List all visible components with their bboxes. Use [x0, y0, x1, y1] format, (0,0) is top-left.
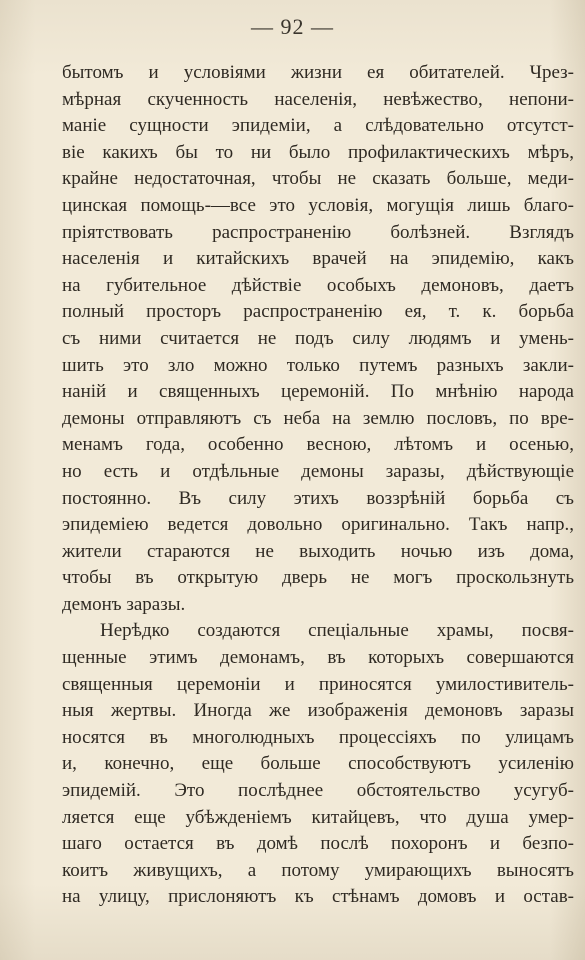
text-line: на губительное дѣйствіе особыхъ демоновъ, даетъ: [62, 274, 574, 296]
text-line: носятся въ многолюдныхъ процессіяхъ по улицамъ: [62, 726, 574, 748]
text-line: шаго остается въ домѣ послѣ похоронъ и безпо-: [62, 833, 574, 855]
text-line: Нерѣдко создаются спеціальные храмы, посвя-: [100, 620, 574, 642]
text-line: цинская помощь-—все это условія, могущія лишь благо-: [62, 194, 574, 216]
text-line: маніе сущности эпидеміи, а слѣдовательно отсутст-: [62, 115, 574, 137]
text-line: ляется еще убѣжденіемъ китайцевъ, что душа умер-: [62, 806, 574, 828]
text-line: шить это зло можно только путемъ разныхъ закли-: [62, 354, 574, 376]
page-number: — 92 —: [251, 14, 334, 39]
text-line: жители стараются не выходить ночью изъ дома,: [62, 540, 574, 562]
text-line: менамъ года, особенно весною, лѣтомъ и осенью,: [62, 434, 574, 456]
text-line: пріятствовать распространенію болѣзней. Взглядъ: [62, 221, 574, 243]
text-line: демоны отправляютъ съ неба на землю пословъ, по вре-: [62, 407, 574, 429]
text-line: коитъ живущихъ, а потому умирающихъ выносятъ: [62, 859, 574, 881]
text-line: демонъ заразы.: [62, 593, 186, 615]
text-line: чтобы въ открытую дверь не могъ проскользнуть: [62, 567, 574, 589]
text-line: на улицу, прислоняютъ къ стѣнамъ домовъ и остав-: [62, 886, 574, 908]
text-line: бытомъ и условіями жизни ея обитателей. Чрез-: [62, 62, 574, 83]
text-line: ныя жертвы. Иногда же изображенія демоновъ заразы: [62, 700, 574, 722]
text-line: крайне недостаточная, чтобы не сказать больше, меди-: [62, 168, 574, 190]
text-line: населенія и китайскихъ врачей на эпидемію, какъ: [62, 248, 574, 270]
text-line: віе какихъ бы то ни было профилактическихъ мѣръ,: [62, 141, 574, 163]
text-line: эпидеміею ведется довольно оригинально. Такъ напр.,: [62, 514, 574, 536]
text-line: постоянно. Въ силу этихъ воззрѣній борьба съ: [62, 487, 574, 509]
text-line: и, конечно, еще больше способствуютъ усиленію: [62, 753, 574, 775]
text-line: съ ними считается не подъ силу людямъ и умень-: [62, 327, 574, 349]
text-line: священныя церемоніи и приносятся умилостивитель-: [62, 673, 574, 695]
text-line: но есть и отдѣльные демоны заразы, дѣйствующіе: [62, 460, 574, 482]
body-text: [62, 60, 574, 911]
text-line: эпидемій. Это послѣднее обстоятельство усугуб-: [62, 780, 574, 802]
text-line: щенные этимъ демонамъ, въ которыхъ совершаются: [62, 647, 574, 669]
text-line: полный просторъ распространенію ея, т. к. борьба: [62, 301, 574, 323]
text-line: мѣрная скученность населенія, невѣжество, непони-: [62, 88, 574, 110]
text-line: наній и священныхъ церемоній. По мнѣнію народа: [62, 381, 574, 403]
